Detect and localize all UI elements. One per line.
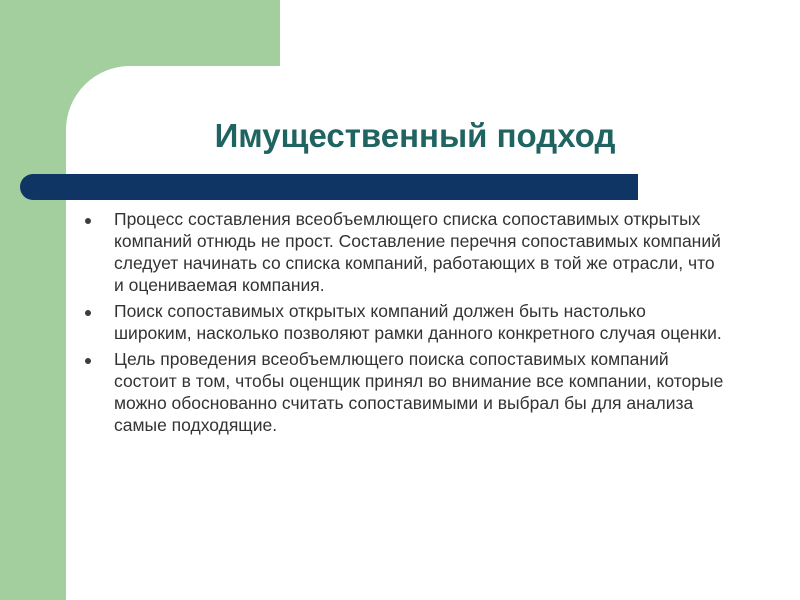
- bullet-text: Процесс составления всеобъемлющего списка сопоставимых открытых компаний отнюдь не прост. Составление перечня сопоставимых компаний следует начинать со списка компаний, работающих в той же отрасли, что и оцениваемая компания.: [114, 209, 721, 295]
- bullet-item: [84, 300, 724, 344]
- title-underline-bar: [20, 174, 638, 200]
- bullet-dot-icon: [85, 218, 91, 224]
- slide-title: Имущественный подход: [214, 117, 616, 154]
- bullet-text: Цель проведения всеобъемлющего поиска сопоставимых компаний состоит в том, чтобы оценщик принял во внимание все компании, которые можно обоснованно считать сопоставимыми и выбрал бы для анализа самые подходящие.: [114, 349, 724, 435]
- bullet-dot-icon: [85, 310, 91, 316]
- bullet-item: [84, 208, 724, 296]
- bullet-dot-icon: [85, 358, 91, 364]
- bullet-list: [84, 208, 724, 440]
- bullet-text: Поиск сопоставимых открытых компаний должен быть настолько широким, насколько позволяют рамки данного конкретного случая оценки.: [114, 301, 722, 343]
- green-background-left: [0, 0, 66, 600]
- bullet-item: [84, 348, 724, 436]
